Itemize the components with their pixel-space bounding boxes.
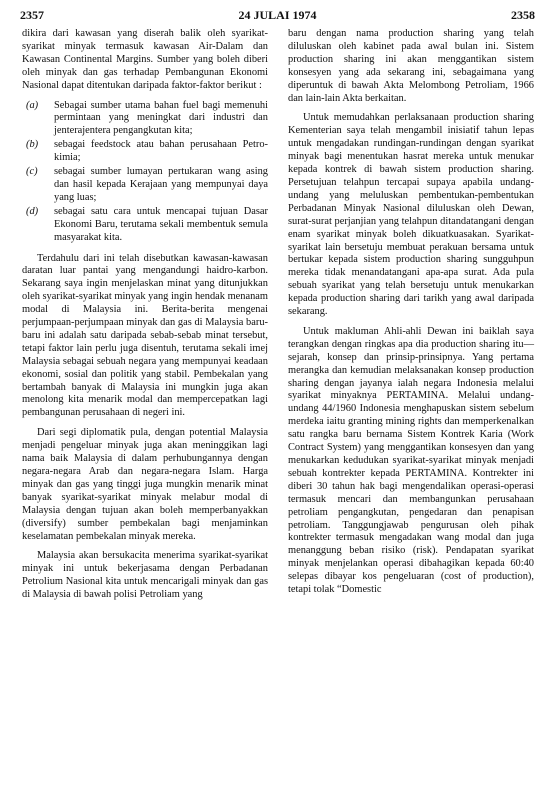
left-column [22, 28, 268, 609]
list-item [22, 206, 268, 245]
paragraph: baru dengan nama production sharing yang telah diluluskan oleh kabinet pada awal bulan ini. Sistem production sharing ini akan menggantikan sistem konsesyen yang ada sekarang ini, sebagaimana yang diperuntuk di bawah Akta Melombong Petroliam, 1966 dan lain-lain Akta berkaitan. [288, 28, 534, 104]
list-item-label: (d) [26, 205, 39, 217]
list-item-text: sebagai satu cara untuk mencapai tujuan Dasar Ekonomi Baru, terutama sekali membentuk semula masyarakat kita. [54, 205, 268, 243]
list-item-text: Sebagai sumber utama bahan fuel bagi memenuhi permintaan yang meningkat dari industri dan jenterajentera pengangkutan kita; [54, 99, 268, 137]
factor-list [22, 100, 268, 245]
paragraph: Malaysia akan bersukacita menerima syarikat-syarikat minyak ini untuk bekerjasama dengan Perbadanan Petrolium Nasional kita untuk mencarigali minyak dan gas di Malaysia di bawah polisi Petroliam yang [22, 550, 268, 601]
list-item [22, 139, 268, 165]
paragraph: Untuk memudahkan perlaksanaan production sharing Kementerian saya telah mengambil inisiatif tahun lepas untuk mengadakan rundingan-rundingan dengan syarikat minyak bagi menentukan hasrat mereka untuk menukar kepada kontrek di bawah sistem production sharing. Persetujuan telahpun tercapai supaya apabila undang-undang yang meluluskan pembentukan-pembentukan Perbadanan Minyak Nasional diluluskan oleh Dewan, surat-surat perjanjian yang telahpun ditandatangani dengan enam syarikat minyak boleh dikuatkuasakan. Syarikat-syarikat lain bersetuju membuat perakuan bersama untuk bertukar kepada sistem production sharing sungguhpun mereka tidak menandatangani apa-apa surat. Ada pula sebuah syarikat yang telah bersetuju untuk menukarkan kepada production sharing dari tarikh yang awal daripada sekarang. [288, 112, 534, 318]
page-number-right: 2358 [511, 8, 535, 22]
list-item [22, 166, 268, 205]
paragraph: dikira dari kawasan yang diserah balik oleh syarikat-syarikat minyak termasuk kawasan Air-Dalam dan Kawasan Continental Margins. Sumber yang boleh diberi oleh minyak dan gas terhadap Pembangunan Ekonomi Nasional dapat ditentukan daripada faktor-faktor berikut : [22, 28, 268, 91]
paragraph: Dari segi diplomatik pula, dengan potential Malaysia menjadi pengeluar minyak juga akan meninggikan lagi nama baik Malaysia di dalam perhubungannya dengan negara-negara Arab dan negara-negara Islam. Harga minyak dan gas yang tinggi juga mungkin menarik minat banyak syarikat-syarikat minyak melabur modal di Malaysia dengan tujuan akan boleh memperbanyakkan (diversify) sumber pembekalan bagi menjaminkan keselamatan pembekalan minyak mereka. [22, 427, 268, 542]
page-date: 24 JULAI 1974 [238, 8, 317, 22]
paragraph: Terdahulu dari ini telah disebutkan kawasan-kawasan daratan luar pantai yang mengandungi haidro-karbon. Sekarang saya ingin menjelaskan minat yang ditunjukkan oleh syarikat-syarikat minyak yang ingin hendak menanam modal di Malaysia ini. Berita-berita mengenai perjumpaan-perjumpaan minyak dan gas di Malaysia baru-baru ini adalah satu daripada sebab-sebab minat tersebut, tetapi faktor lain perlu juga disentuh, terutama sekali imej Malaysia sebagai sebuah negara yang mempunyai keadaan ekonomi, sosial dan politik yang stabil. Pembekalan yang bertambah banyak di Malaysia ini mungkin juga akan menolong kita menarik modal dan mempercepatkan lagi pembangunan perusahaan di negeri ini. [22, 252, 268, 419]
list-item-label: (a) [26, 99, 39, 111]
paragraph: Untuk makluman Ahli-ahli Dewan ini baiklah saya terangkan dengan ringkas apa dia production sharing itu—sejarah, konsep dan prinsip-prinsipnya. Yang pertama merangka dan kemudian melaksanakan konsep production sharing dengan jayanya ialah negara Indonesia melalui syarikat minyaknya PERTAMINA. Melalui undang-undang 44/1960 Indonesia menghapuskan sistem sebelum merdeka iaitu granting mining rights dan memperkenalkan satu rangka baru bernama Sistem Kontrek Karia (Work Contract System) yang menggantikan konsesyen dan yang menukarkan kedudukan syarikat-syarikat minyak menjadi sebuah kontrekter kepada PERTAMINA. Kontrekter ini diberi 30 tahun hak bagi mengendalikan operasi-operasi termasuk mencari dan membangunkan perusahaan petroliam pengangkutan, pengedaran dan penapisan petroliam. Tanggungjawab pengurusan oleh pihak kontrekter termasuk mengadakan wang modal dan juga menanggung beban risiko (risk). Pendapatan syarikat minyak menjelankan operasi dibahagikan kepada 60:40 selepas dibayar kos pengeluaran (cost of production), tetapi tolak “Domestic [288, 325, 534, 596]
list-item-label: (c) [26, 166, 38, 178]
page-number-left: 2357 [20, 8, 44, 22]
page-header [20, 8, 535, 24]
list-item [22, 100, 268, 139]
list-item-text: sebagai sumber lumayan pertukaran wang asing dan hasil kepada Kerajaan yang mempunyai daya yang luas; [54, 166, 268, 203]
right-column [288, 28, 534, 604]
list-item-label: (b) [26, 139, 39, 151]
list-item-text: sebagai feedstock atau bahan perusahaan Petro-kimia; [54, 139, 268, 164]
